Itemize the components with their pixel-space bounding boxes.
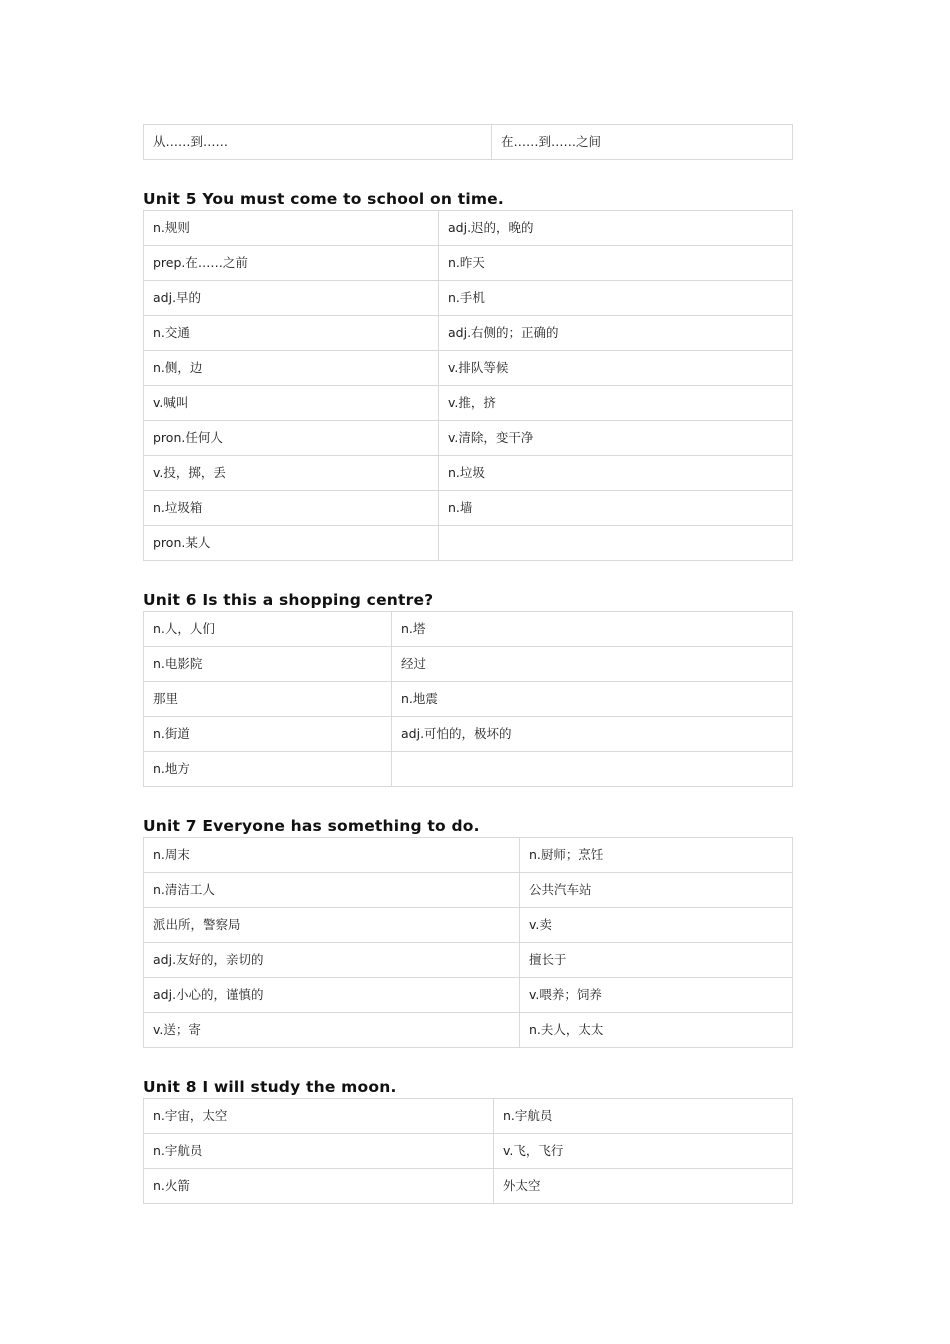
unit7-title: Unit 7 Everyone has something to do. <box>143 817 480 835</box>
table-cell: v.送；寄 <box>144 1013 520 1048</box>
table-cell: v.卖 <box>520 908 793 943</box>
table-cell: n.清洁工人 <box>144 873 520 908</box>
table-row <box>144 1099 793 1134</box>
table-row <box>144 491 793 526</box>
table-cell <box>392 752 793 787</box>
table-cell: adj.右侧的；正确的 <box>439 316 793 351</box>
unit7-vocab-table <box>143 837 793 1048</box>
table-row <box>144 456 793 491</box>
table-row <box>144 908 793 943</box>
table-cell: n.垃圾箱 <box>144 491 439 526</box>
table-cell: v.投，掷，丢 <box>144 456 439 491</box>
table-cell: n.手机 <box>439 281 793 316</box>
table-cell: n.交通 <box>144 316 439 351</box>
table-cell: v.飞，飞行 <box>494 1134 793 1169</box>
unit6-vocab-table <box>143 611 793 787</box>
table-cell: adj.可怕的，极坏的 <box>392 717 793 752</box>
unit8-title: Unit 8 I will study the moon. <box>143 1078 397 1096</box>
table-cell: n.宇宙，太空 <box>144 1099 494 1134</box>
table-cell: n.火箭 <box>144 1169 494 1204</box>
table-cell: n.墙 <box>439 491 793 526</box>
table-cell: n.规则 <box>144 211 439 246</box>
table-cell: n.夫人，太太 <box>520 1013 793 1048</box>
unit5-vocab-table <box>143 210 793 561</box>
table-row <box>144 838 793 873</box>
table-cell: pron.某人 <box>144 526 439 561</box>
table-cell <box>439 526 793 561</box>
table-cell: adj.友好的，亲切的 <box>144 943 520 978</box>
table-cell: n.厨师；烹饪 <box>520 838 793 873</box>
table-row <box>144 682 793 717</box>
table-cell: n.周末 <box>144 838 520 873</box>
table-cell: n.宇航员 <box>494 1099 793 1134</box>
table-cell: 从……到…… <box>144 125 492 160</box>
unit6-title: Unit 6 Is this a shopping centre? <box>143 591 434 609</box>
table-cell: adj.早的 <box>144 281 439 316</box>
table-cell: 派出所，警察局 <box>144 908 520 943</box>
table-cell: n.地方 <box>144 752 392 787</box>
table-row <box>144 386 793 421</box>
unit5-title: Unit 5 You must come to school on time. <box>143 190 504 208</box>
table-row <box>144 943 793 978</box>
table-cell: v.喊叫 <box>144 386 439 421</box>
table-row <box>144 125 793 160</box>
table-cell: n.人，人们 <box>144 612 392 647</box>
table-row <box>144 978 793 1013</box>
table-row <box>144 351 793 386</box>
table-cell: 外太空 <box>494 1169 793 1204</box>
table-cell: v.推，挤 <box>439 386 793 421</box>
table-row <box>144 281 793 316</box>
table-cell: v.清除，变干净 <box>439 421 793 456</box>
table-row <box>144 612 793 647</box>
table-cell: n.昨天 <box>439 246 793 281</box>
table-row <box>144 647 793 682</box>
table-cell: n.地震 <box>392 682 793 717</box>
table-row <box>144 1134 793 1169</box>
table-cell: adj.小心的，谨慎的 <box>144 978 520 1013</box>
top-vocab-table <box>143 124 793 160</box>
table-cell: 擅长于 <box>520 943 793 978</box>
table-row <box>144 316 793 351</box>
table-cell: n.街道 <box>144 717 392 752</box>
table-cell: prep.在……之前 <box>144 246 439 281</box>
table-row <box>144 526 793 561</box>
unit8-vocab-table <box>143 1098 793 1204</box>
table-cell: n.塔 <box>392 612 793 647</box>
table-row <box>144 211 793 246</box>
table-row <box>144 752 793 787</box>
table-row <box>144 421 793 456</box>
table-row <box>144 717 793 752</box>
table-cell: n.宇航员 <box>144 1134 494 1169</box>
table-cell: 那里 <box>144 682 392 717</box>
table-cell: n.垃圾 <box>439 456 793 491</box>
table-cell: 在……到……之间 <box>492 125 793 160</box>
table-row <box>144 873 793 908</box>
document-page <box>143 124 792 1204</box>
table-cell: n.电影院 <box>144 647 392 682</box>
table-row <box>144 1013 793 1048</box>
table-cell: 公共汽车站 <box>520 873 793 908</box>
table-cell: adj.迟的，晚的 <box>439 211 793 246</box>
table-cell: n.侧，边 <box>144 351 439 386</box>
table-cell: pron.任何人 <box>144 421 439 456</box>
table-cell: v.排队等候 <box>439 351 793 386</box>
table-row <box>144 246 793 281</box>
table-cell: v.喂养；饲养 <box>520 978 793 1013</box>
table-cell: 经过 <box>392 647 793 682</box>
table-row <box>144 1169 793 1204</box>
